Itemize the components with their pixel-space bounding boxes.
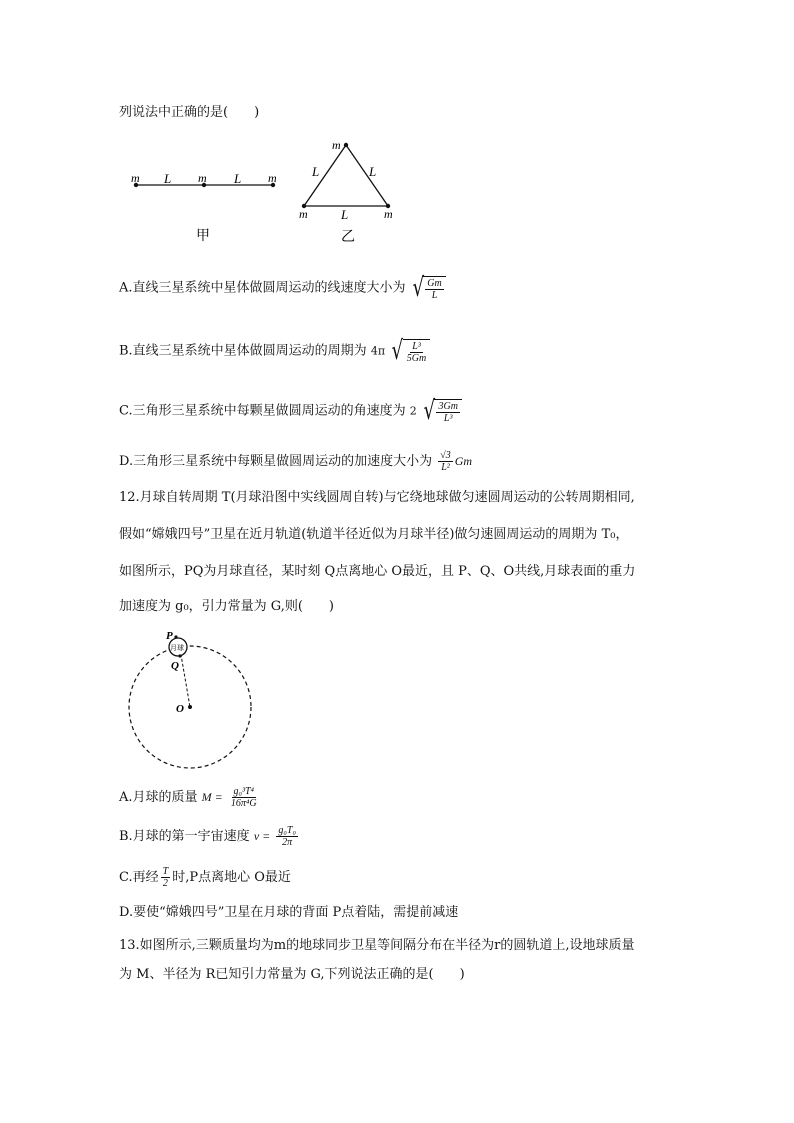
q11-option-b [119, 338, 430, 364]
q11-figure [120, 136, 420, 246]
mass-label: m [131, 171, 140, 185]
option-text: B.月球的第一宇宙速度 [119, 829, 250, 844]
length-label: L [341, 207, 349, 222]
option-text: A.月球的质量 [119, 790, 198, 805]
point-p [174, 635, 177, 638]
sqrt-expression: √ $\frac{\text{L³}}{5Gm}$ [389, 338, 430, 364]
mass-label: m [198, 171, 207, 185]
q11-option-c [119, 398, 462, 424]
label-moon: 月球 [170, 644, 184, 652]
label-o: O [176, 703, 184, 715]
q13-stem-line-2: 为 M、半径为 R已知引力常量为 G,下列说法正确的是( ) [119, 967, 465, 982]
q12-option-b [119, 825, 300, 848]
q12-figure [124, 626, 264, 776]
sqrt-expression: √ $\frac{Gm}{L}$ [410, 275, 446, 301]
fraction-numerator: √3 [440, 450, 451, 461]
option-text: C.三角形三星系统中每颗星做圆周运动的角速度为 [119, 403, 406, 419]
option-text: C.再经 [119, 870, 159, 885]
point-o [188, 705, 192, 709]
option-text: D.三角形三星系统中每颗星做圆周运动的加速度大小为 [119, 454, 433, 469]
linear-three-star-diagram [131, 171, 277, 244]
mass-label: m [268, 171, 277, 185]
q12-option-a [119, 786, 261, 809]
q12-stem-line-3: 如图所示，PQ为月球直径，某时刻 Q点离地心 O最近，且 P、Q、O共线,月球表面的重力 [119, 564, 636, 579]
fraction-numerator: Gm [427, 277, 442, 289]
mass-label: m [299, 207, 308, 221]
formula-lhs: M = [201, 790, 223, 804]
length-label: L [369, 164, 377, 179]
q13-stem-line-1: 13.如图所示,三颗质量均为m的地球同步卫星等间隔分布在半径为r的圆轨道上,设地球质量 [119, 938, 635, 953]
q12-stem-line-4: 加速度为 g₀，引力常量为 G,则( ) [119, 599, 334, 614]
length-label: L [234, 171, 242, 186]
po-line [180, 649, 190, 707]
q12-stem-line-1: 12.月球自转周期 T(月球沿图中实线圆周自转)与它绕地球做匀速圆周运动的公转周期相同, [119, 490, 635, 505]
option-text: 时,P点离地心 O最近 [172, 870, 291, 885]
coefficient: 4π [370, 344, 386, 358]
option-text: B.直线三星系统中星体做圆周运动的周期为 [119, 343, 367, 359]
formula-lhs: v = [253, 829, 271, 843]
point-q [178, 654, 181, 657]
fraction-denominator: L [431, 289, 438, 301]
length-label: L [164, 171, 172, 186]
mass-label: m [332, 138, 341, 152]
q12-option-d: D.要使“嫦娥四号”卫星在月球的背面 P点着陆，需提前减速 [119, 905, 459, 920]
label-p: P [166, 630, 173, 642]
label-q: Q [171, 660, 179, 672]
q11-stem: 列说法中正确的是( ) [119, 105, 260, 120]
q12-stem-line-2: 假如“嫦娥四号”卫星在近月轨道(轨道半径近似为月球半径)做匀速圆周运动的周期为 T₀， [119, 527, 629, 542]
figure-caption: 乙 [341, 230, 355, 245]
fraction-denominator: L³ [443, 412, 453, 424]
fraction-numerator: g₀T₀ [278, 825, 296, 836]
fraction-numerator: T [162, 866, 169, 877]
option-text: A.直线三星系统中星体做圆周运动的线速度大小为 [119, 280, 406, 296]
q11-option-d [119, 450, 472, 473]
length-label: L [312, 164, 320, 179]
coefficient: 2 [409, 404, 417, 418]
q11-option-a [119, 275, 446, 301]
triangle-three-star-diagram [299, 138, 393, 245]
q12-option-c [119, 866, 291, 889]
figure-caption: 甲 [196, 229, 210, 244]
fraction-denominator: 16π⁴G [230, 798, 257, 809]
fraction-denominator: 2 [162, 878, 168, 889]
fraction-denominator: 5Gm [406, 352, 427, 364]
mass-label: m [384, 207, 393, 221]
fraction-numerator: L³ [412, 340, 421, 352]
sqrt-expression: √ $\frac{3Gm}{\text{L³}}$ [421, 398, 462, 424]
fraction-denominator: 2π [282, 837, 293, 848]
fraction-numerator: 3Gm [438, 400, 458, 412]
fraction-denominator: L² [441, 462, 450, 473]
fraction-numerator: g₀³T⁴ [233, 786, 255, 797]
formula-tail: Gm [454, 454, 473, 468]
